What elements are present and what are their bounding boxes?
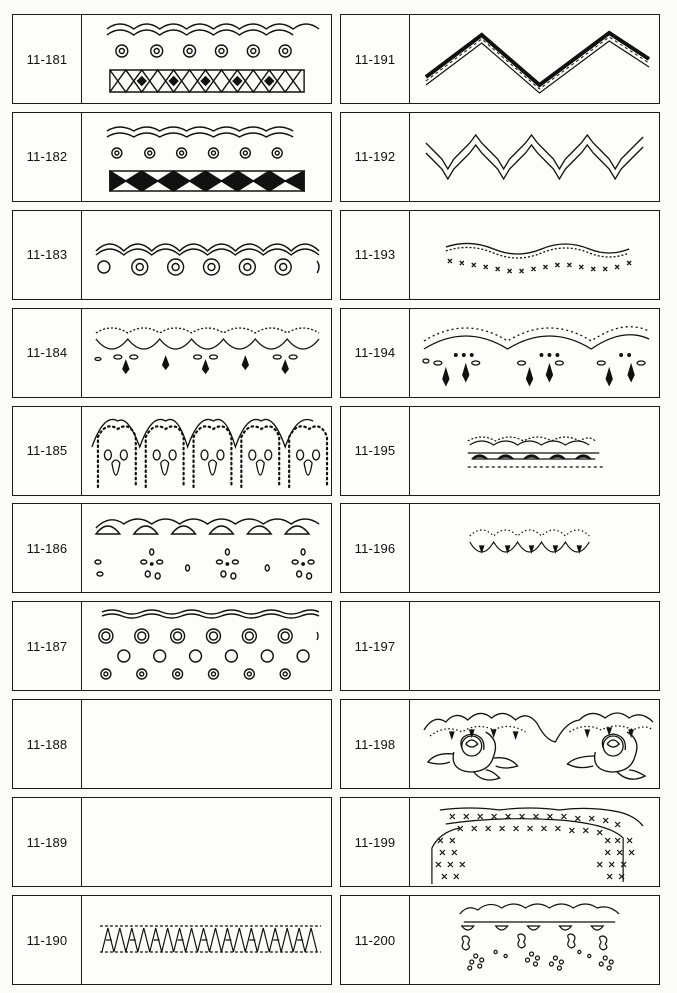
pattern-code: 11-191 [341, 15, 410, 103]
pattern-code: 11-200 [341, 896, 410, 984]
pattern-code: 11-197 [341, 602, 410, 690]
pattern-cell-11-188 [12, 699, 332, 789]
pattern-code: 11-198 [341, 700, 410, 788]
pattern-code: 11-184 [13, 309, 82, 397]
empty-pattern-area [82, 798, 331, 886]
dotted-scallop-leaf-motifs-icon [82, 309, 331, 397]
pattern-cell-11-187 [12, 601, 332, 691]
pattern-code: 11-194 [341, 309, 410, 397]
pattern-cell-11-186 [12, 503, 332, 593]
pattern-cell-11-196 [340, 503, 660, 593]
pattern-code: 11-183 [13, 211, 82, 299]
pattern-code: 11-195 [341, 407, 410, 495]
pattern-code: 11-192 [341, 113, 410, 201]
pattern-cell-11-194 [340, 308, 660, 398]
scallop-eyelets-diamond-band-icon [82, 15, 331, 103]
pattern-code: 11-189 [13, 798, 82, 886]
pattern-cell-11-198 [340, 699, 660, 789]
pattern-cell-11-182 [12, 112, 332, 202]
pattern-code: 11-190 [13, 896, 82, 984]
pattern-code: 11-185 [13, 407, 82, 495]
pattern-cell-11-190 [12, 895, 332, 985]
zigzag-fringe-band-icon [82, 896, 331, 984]
wave-cross-stitch-icon [410, 211, 659, 299]
pattern-code: 11-186 [13, 504, 82, 592]
scalloped-zigzag-icon [410, 113, 659, 201]
pattern-code: 11-193 [341, 211, 410, 299]
dotted-arches-teardrop-icon [82, 407, 331, 495]
scallop-floral-eyelets-icon [410, 896, 659, 984]
half-moons-flower-eyelets-icon [82, 504, 331, 592]
pattern-cell-11-193 [340, 210, 660, 300]
scallop-eyelets-filled-diamond-band-icon [82, 113, 331, 201]
pattern-code: 11-187 [13, 602, 82, 690]
pattern-code: 11-196 [341, 504, 410, 592]
empty-pattern-area [410, 602, 659, 690]
bold-zigzag-icon [410, 15, 659, 103]
pattern-cell-11-195 [340, 406, 660, 496]
scallop-ring-eyelets-icon [82, 211, 331, 299]
left-column [12, 14, 334, 993]
pattern-code: 11-188 [13, 700, 82, 788]
pattern-cell-11-189 [12, 797, 332, 887]
pattern-cell-11-185 [12, 406, 332, 496]
right-column [340, 14, 662, 993]
pattern-cell-11-192 [340, 112, 660, 202]
pattern-cell-11-183 [12, 210, 332, 300]
pattern-code: 11-182 [13, 113, 82, 201]
empty-pattern-area [82, 700, 331, 788]
pattern-cell-11-197 [340, 601, 660, 691]
pattern-code: 11-181 [13, 15, 82, 103]
rose-scallop-border-icon [410, 700, 659, 788]
pattern-cell-11-199 [340, 797, 660, 887]
dotted-scallop-drops-icon [410, 309, 659, 397]
cross-stitch-arch-icon [410, 798, 659, 886]
small-braided-band-icon [410, 407, 659, 495]
wavy-line-circle-rows-icon [82, 602, 331, 690]
pattern-cell-11-181 [12, 14, 332, 104]
pattern-cell-11-200 [340, 895, 660, 985]
pattern-cell-11-191 [340, 14, 660, 104]
small-dotted-scallop-icon [410, 504, 659, 592]
pattern-cell-11-184 [12, 308, 332, 398]
pattern-code: 11-199 [341, 798, 410, 886]
